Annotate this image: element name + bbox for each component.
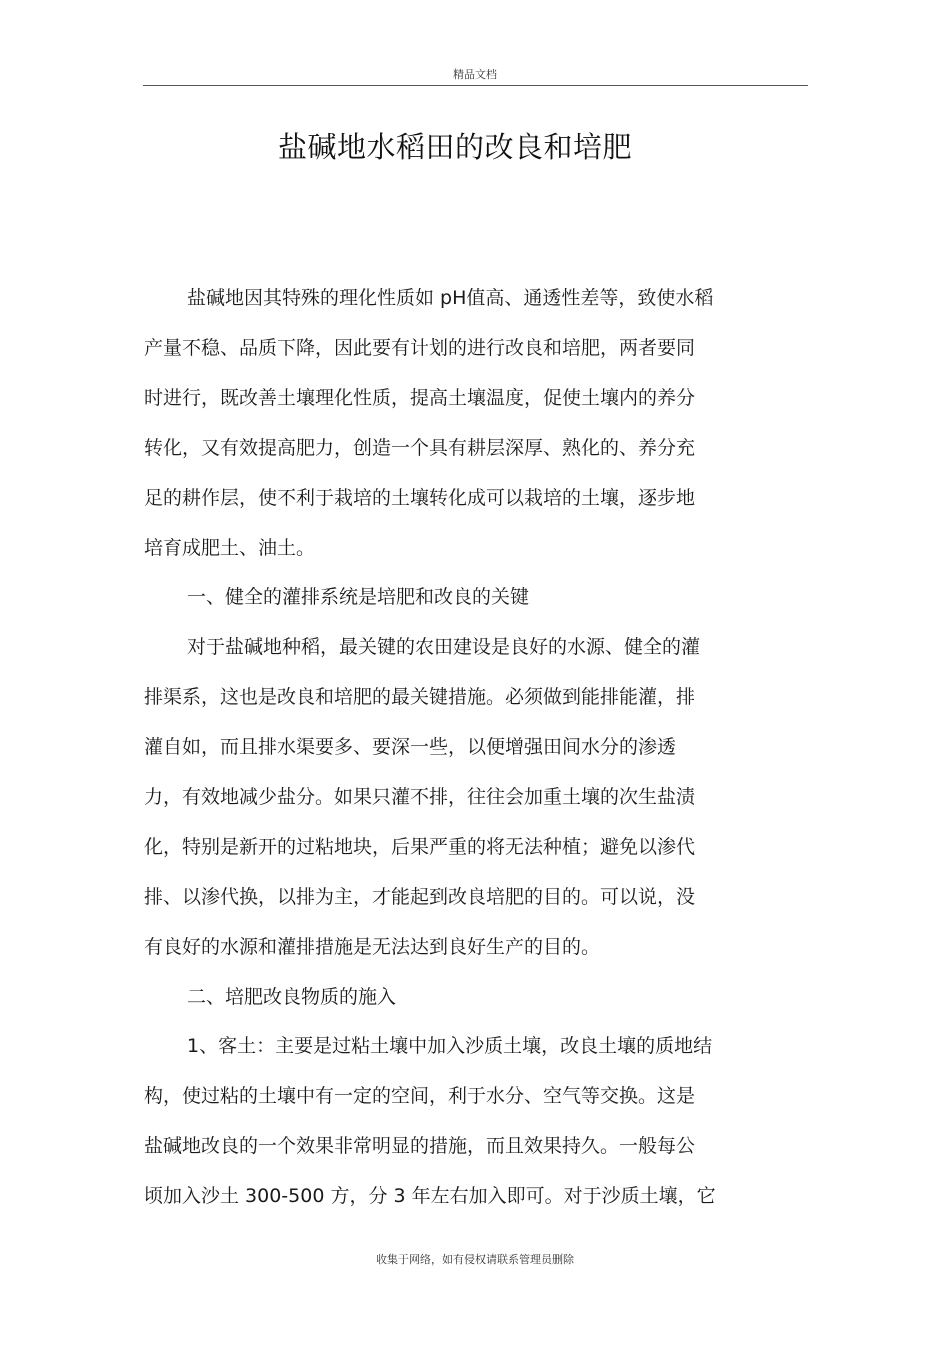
paragraph-line: 盐碱地因其特殊的理化性质如 pH值高、通透性差等，致使水稻 xyxy=(187,287,714,309)
paragraph-line: 构，使过粘的土壤中有一定的空间，利于水分、空气等交换。这是 xyxy=(144,1085,696,1107)
paragraph-line: 有良好的水源和灌排措施是无法达到良好生产的目的。 xyxy=(144,936,601,958)
paragraph-line: 培育成肥土、油土。 xyxy=(144,537,316,559)
page-header: 精品文档 xyxy=(453,68,497,81)
paragraph-line: 顷加入沙土 300-500 方，分 3 年左右加入即可。对于沙质土壤，它 xyxy=(144,1185,716,1207)
paragraph-line: 盐碱地改良的一个效果非常明显的措施，而且效果持久。一般每公 xyxy=(144,1135,696,1157)
paragraph-line: 力，有效地减少盐分。如果只灌不排，往往会加重土壤的次生盐渍 xyxy=(144,786,696,808)
paragraph-line: 排、以渗代换，以排为主，才能起到改良培肥的目的。可以说，没 xyxy=(144,886,696,908)
paragraph-line: 灌自如，而且排水渠要多、要深一些，以便增强田间水分的渗透 xyxy=(144,736,677,758)
paragraph-line: 对于盐碱地种稻，最关键的农田建设是良好的水源、健全的灌 xyxy=(187,636,701,658)
paragraph-line: 排渠系，这也是改良和培肥的最关键措施。必须做到能排能灌，排 xyxy=(144,686,696,708)
document-title: 盐碱地水稻田的改良和培肥 xyxy=(277,130,632,164)
paragraph-line: 转化，又有效提高肥力，创造一个具有耕层深厚、熟化的、养分充 xyxy=(144,437,696,459)
paragraph-line: 化，特别是新开的过粘地块，后果严重的将无法种植；避免以渗代 xyxy=(144,836,696,858)
header-divider xyxy=(143,85,808,86)
section-heading: 二、培肥改良物质的施入 xyxy=(187,986,397,1008)
paragraph-line: 时进行，既改善土壤理化性质，提高土壤温度，促使土壤内的养分 xyxy=(144,387,696,409)
page-footer: 收集于网络，如有侵权请联系管理员删除 xyxy=(376,1253,574,1266)
section-heading: 一、健全的灌排系统是培肥和改良的关键 xyxy=(187,586,530,608)
paragraph-line: 足的耕作层，使不利于栽培的土壤转化成可以栽培的土壤，逐步地 xyxy=(144,487,696,509)
paragraph-line: 1、客土：主要是过粘土壤中加入沙质土壤，改良土壤的质地结 xyxy=(187,1035,713,1057)
paragraph-line: 产量不稳、品质下降，因此要有计划的进行改良和培肥，两者要同 xyxy=(144,337,696,359)
